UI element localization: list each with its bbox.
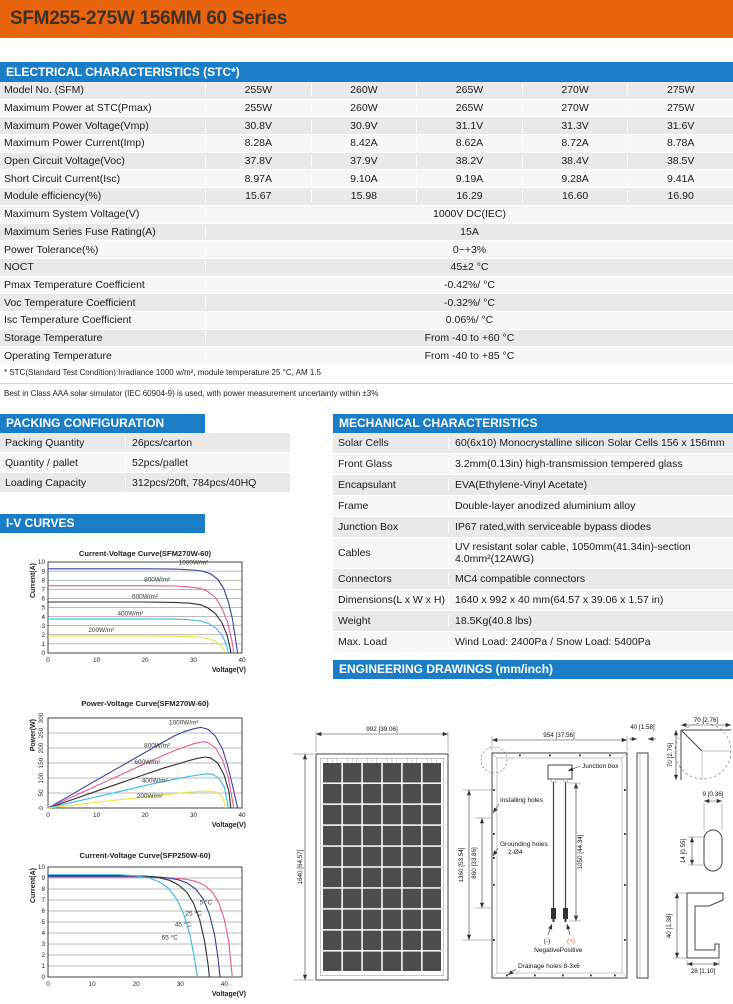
row-value: Wind Load: 2400Pa / Snow Load: 5400Pa [448,636,733,648]
row-label: Open Circuit Voltage(Voc) [4,155,125,168]
row-label: Connectors [338,573,392,585]
x-tick-label: 0 [46,812,50,819]
y-tick-label: 150 [38,757,45,769]
y-tick-label: 2 [41,632,45,639]
row-value: 0~+3% [205,244,733,256]
row-value: 16.90 [627,190,733,202]
table-row [333,611,733,632]
rear-width-dim: 954 [37.56] [543,732,575,739]
y-tick-label: 0 [38,806,45,810]
row-label: Encapsulant [338,479,396,491]
y-tick-label: 10 [37,864,45,872]
x-tick-label: 10 [88,981,96,988]
table-row [333,538,733,569]
series-label: 25 °C [185,910,202,918]
row-value: 37.9V [311,155,417,167]
row-value: -0.32%/ °C [205,297,733,309]
row-label: Operating Temperature [4,349,112,362]
row-value: 8.28A [205,137,311,149]
frame-profile-drawing [666,893,723,975]
row-label: Pmax Temperature Coefficient [4,278,145,291]
row-label: Storage Temperature [4,331,103,344]
y-tick-label: 2 [41,952,45,960]
row-value: 15A [205,226,733,238]
x-tick-label: 30 [189,812,198,819]
footnote-simulator: Best in Class AAA solar simulator (IEC 60904-9) is used, with power measurement uncertainty within ±3% [4,389,379,398]
slot-height-dim: 14 [0.55] [680,838,687,864]
row-label: Weight [338,615,371,627]
series-curve [48,602,231,653]
grounding-holes-label: Grounding holes [500,841,548,848]
x-tick-label: 10 [92,812,101,819]
row-value: From -40 to +85 °C [205,350,733,362]
row-value: 3.2mm(0.13in) high-transmission tempered glass [448,458,733,470]
table-row [333,590,733,611]
x-tick-label: 30 [189,657,198,664]
y-tick-label: 300 [38,712,45,724]
electrical-row [0,117,733,135]
series-label: 1000W/m² [169,719,199,727]
series-curve [48,877,232,977]
row-label: Model No. (SFM) [4,84,84,97]
y-tick-label: 250 [38,727,45,739]
row-label: Voc Temperature Coefficient [4,296,136,309]
row-value: 18.5Kg(40.8 lbs) [448,615,733,627]
y-tick-label: 100 [38,772,45,784]
table-row [333,475,733,496]
mechanical-table [333,433,733,653]
side-thickness-dim: 40 [1.58] [630,724,655,731]
y-tick-label: 10 [37,559,45,567]
row-value: 265W [416,102,522,114]
slot-width-dim: 9 [0.36] [702,791,724,798]
corner-detail-drawing [667,717,731,780]
row-value: 1640 x 992 x 40 mm(64.57 x 39.06 x 1.57 in) [448,594,733,606]
electrical-row [0,347,733,365]
series-label: 400W/m² [117,610,144,618]
electrical-row [0,224,733,242]
table-row [333,517,733,538]
grounding-holes-spec: 2-Ø4 [508,849,523,856]
y-tick-label: 8 [41,577,45,585]
row-value: From -40 to +60 °C [205,332,733,344]
row-value: 31.3V [522,120,628,132]
electrical-row [0,259,733,277]
row-value: 270W [522,84,628,96]
row-label: Maximum System Voltage(V) [4,208,140,221]
row-label: Maximum Power at STC(Pmax) [4,102,152,115]
series-label: 1000W/m² [178,559,209,567]
series-label: 800W/m² [144,576,171,584]
series-label: 200W/m² [88,627,115,635]
x-tick-label: 40 [220,981,228,988]
row-value: 16.29 [416,190,522,202]
table-row [333,454,733,475]
mounting-slot-drawing [680,791,724,871]
corner-v-dim: 70 [2.76] [667,742,674,768]
electrical-row [0,153,733,171]
row-label: Junction Box [338,521,399,533]
series-label: 600W/m² [134,758,161,766]
junction-box-label: Junction box [582,763,619,770]
x-tick-label: 10 [92,657,101,664]
electrical-row [0,206,733,224]
engineering-section-header: ENGINEERING DRAWINGS (mm/inch) [333,660,733,679]
drainage-holes-label: Drainage holes 8-3x6 [518,963,580,970]
rear-outer-dim: 1360 [53.54] [458,847,465,883]
front-view-drawing [293,726,448,980]
corner-h-dim: 70 [2.76] [693,717,719,724]
row-value: 275W [627,102,733,114]
divider [0,383,733,384]
electrical-row [0,312,733,330]
row-value: 8.72A [522,137,628,149]
negative-label: Negative [534,947,560,954]
y-tick-label: 7 [41,897,45,905]
row-label: Dimensions(L x W x H) [338,594,445,606]
electrical-table [0,82,733,365]
row-label: Short Circuit Current(Isc) [4,172,121,185]
row-value: 31.6V [627,120,733,132]
x-tick-label: 20 [141,657,149,664]
footnote-stc: * STC(Standard Test Condition):Irradiance 1000 w/m², module temperature 25 °C, AM 1.5 [4,368,321,377]
series-label: 5 °C [199,899,213,907]
y-tick-label: 1 [41,963,45,971]
row-value: 60(6x10) Monocrystalline silicon Solar Cells 156 x 156mm [448,437,733,449]
row-label: Module efficiency(%) [4,190,102,203]
electrical-row [0,170,733,188]
x-tick-label: 30 [176,981,184,988]
chart-title: Power-Voltage Curve(SFM270W-60) [81,699,209,708]
x-tick-label: 0 [46,981,50,988]
x-tick-label: 40 [238,657,246,664]
installing-holes-label: Installing holes [500,797,543,804]
y-tick-label: 5 [41,604,45,612]
positive-sign: (+) [566,938,576,945]
iv-curves-section-header: I-V CURVES [0,514,205,533]
x-tick-label: 20 [141,812,149,819]
row-value: 255W [205,102,311,114]
row-label: Quantity / pallet [5,456,78,469]
row-label: Solar Cells [338,437,389,449]
y-tick-label: 6 [41,908,45,916]
electrical-row [0,330,733,348]
row-label: Packing Quantity [5,436,85,449]
y-tick-label: 5 [41,919,45,927]
row-value: Double-layer anodized aluminium alloy [448,500,733,512]
y-tick-label: 200 [38,742,45,754]
y-tick-label: 6 [41,595,45,603]
row-value: 312pcs/20ft, 784pcs/40HQ [125,477,290,489]
negative-sign: (-) [543,938,551,945]
x-tick-label: 0 [46,657,50,664]
row-value: -0.42%/ °C [205,279,733,291]
row-value: 0.06%/ °C [205,314,733,326]
y-tick-label: 0 [41,650,45,658]
row-value: 265W [416,84,522,96]
row-label: Loading Capacity [5,476,87,489]
row-value: 38.5V [627,155,733,167]
table-row [333,632,733,653]
row-value: 15.67 [205,190,311,202]
x-axis-label: Voltage(V) [211,822,246,829]
row-value: 9.28A [522,173,628,185]
row-value: 31.1V [416,120,522,132]
y-tick-label: 4 [41,613,45,621]
series-curve [48,636,226,653]
row-value: UV resistant solar cable, 1050mm(41.34in)-section 4.0mm²(12AWG) [448,541,733,565]
packing-table [0,433,290,493]
temperature-curve-chart [0,840,280,1004]
front-width-dim: 992 [39.06] [366,726,398,733]
row-value: 255W [205,84,311,96]
series-label: 200W/m² [136,793,163,801]
engineering-drawings [285,694,733,1004]
table-row [333,433,733,454]
profile-width-dim: 28 [1.10] [690,968,716,975]
row-label: Isc Temperature Coefficient [4,314,132,327]
x-tick-label: 20 [132,981,140,988]
row-value: 8.62A [416,137,522,149]
positive-label: Positive [559,947,583,954]
row-value: 9.41A [627,173,733,185]
row-label: NOCT [4,261,34,274]
row-value: 30.9V [311,120,417,132]
row-value: 8.78A [627,137,733,149]
chart-title: Current-Voltage Curve(SFM270W-60) [78,549,212,558]
side-view-drawing [629,724,656,978]
series-label: 800W/m² [144,742,171,750]
iv-curve-chart [0,540,280,690]
y-tick-label: 3 [41,622,45,630]
row-label: Front Glass [338,458,393,470]
row-value: 260W [311,84,417,96]
front-height-dim: 1640 [64.57] [297,849,304,885]
row-label: Cables [338,547,371,559]
chart-title: Current-Voltage Curve(SFP250W-60) [79,851,211,860]
series-label: 400W/m² [141,777,168,785]
table-row [0,453,290,473]
row-value: 8.97A [205,173,311,185]
series-label: 600W/m² [132,593,158,601]
row-label: Maximum Power Voltage(Vmp) [4,119,149,132]
y-tick-label: 0 [41,974,45,982]
row-value: EVA(Ethylene-Vinyl Acetate) [448,479,733,491]
rear-inner-dim: 860 [33.86] [471,847,478,879]
rear-cable-dim: 1050 [44.34] [577,834,584,870]
electrical-row [0,135,733,153]
electrical-row [0,241,733,259]
row-value: 30.8V [205,120,311,132]
y-tick-label: 4 [41,930,45,938]
row-value: 38.4V [522,155,628,167]
packing-section-header: PACKING CONFIGURATION [0,414,205,433]
row-value: 26pcs/carton [125,437,290,449]
y-tick-label: 7 [41,586,45,594]
electrical-section-header: ELECTRICAL CHARACTERISTICS (STC*) [0,62,733,82]
electrical-row [0,188,733,206]
row-label: Frame [338,500,369,512]
page-title: SFM255-275W 156MM 60 Series [10,8,288,29]
row-value: 270W [522,102,628,114]
y-axis-label: Power(W) [30,719,37,752]
row-value: 52pcs/pallet [125,457,290,469]
row-value: 9.19A [416,173,522,185]
electrical-row [0,277,733,295]
x-axis-label: Voltage(V) [211,991,246,998]
mechanical-section-header: MECHANICAL CHARACTERISTICS [333,414,733,433]
series-curve [48,876,220,977]
y-tick-label: 8 [41,886,45,894]
series-label: 45 °C [174,921,191,929]
y-tick-label: 9 [41,568,45,576]
electrical-row [0,82,733,100]
electrical-row [0,100,733,118]
table-row [333,569,733,590]
rear-view-drawing [458,732,627,978]
row-value: 260W [311,102,417,114]
row-value: 1000V DC(IEC) [205,208,733,220]
row-value: 9.10A [311,173,417,185]
x-axis-label: Voltage(V) [211,667,246,674]
x-tick-label: 40 [238,812,246,819]
row-label: Maximum Power Current(Imp) [4,137,145,150]
y-axis-label: Current(A) [30,868,37,903]
y-tick-label: 50 [38,789,45,797]
row-value: 275W [627,84,733,96]
title-bar [0,0,733,38]
row-label: Maximum Series Fuse Rating(A) [4,225,156,238]
series-label: 65 °C [161,934,178,942]
pv-curve-chart [0,690,280,840]
row-label: Power Tolerance(%) [4,243,99,256]
electrical-row [0,294,733,312]
row-value: 45±2 °C [205,261,733,273]
table-row [0,473,290,493]
y-tick-label: 1 [41,641,45,649]
profile-height-dim: 40 [1.38] [666,913,673,939]
row-label: Max. Load [338,636,388,648]
row-value: 37.8V [205,155,311,167]
row-value: IP67 rated,with serviceable bypass diodes [448,521,733,533]
y-tick-label: 9 [41,875,45,883]
row-value: 38.2V [416,155,522,167]
y-axis-label: Current(A) [30,563,37,598]
table-row [333,496,733,517]
y-tick-label: 3 [41,941,45,949]
row-value: 15.98 [311,190,417,202]
table-row [0,433,290,453]
row-value: MC4 compatible connectors [448,573,733,585]
row-value: 8.42A [311,137,417,149]
row-value: 16.60 [522,190,628,202]
